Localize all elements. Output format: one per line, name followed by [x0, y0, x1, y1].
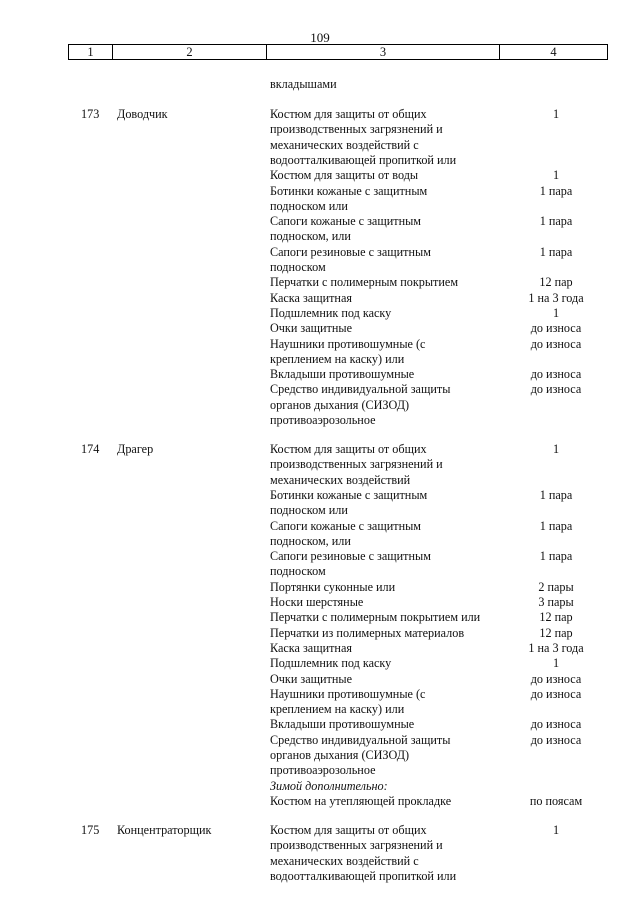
item-description: Ботинки кожаные с защитным	[270, 184, 428, 198]
item-description: Очки защитные	[270, 321, 352, 335]
entry-number: 175	[81, 823, 100, 837]
item-quantity: 1 пара	[539, 488, 573, 502]
item-description: Костюм на утепляющей прокладке	[270, 794, 452, 808]
item-description: Наушники противошумные (с	[270, 337, 426, 351]
item-description: Каска защитная	[270, 641, 352, 655]
item-description: Костюм для защиты от общих	[270, 107, 427, 121]
continuation-line: вкладышами	[270, 77, 337, 91]
item-description: Костюм для защиты от общих	[270, 442, 427, 456]
page-number: 109	[310, 30, 330, 45]
item-description: Средство индивидуальной защиты	[270, 382, 451, 396]
entry-profession-name: Доводчик	[117, 107, 168, 121]
item-description: подноском, или	[270, 534, 351, 548]
item-description: Зимой дополнительно:	[270, 779, 388, 793]
item-description: Каска защитная	[270, 291, 352, 305]
item-quantity: 1	[552, 107, 560, 121]
item-quantity: 1	[552, 306, 560, 320]
item-quantity: 1	[552, 168, 560, 182]
item-description: Средство индивидуальной защиты	[270, 733, 451, 747]
column-header-3: 3	[267, 45, 500, 60]
item-quantity: 1 пара	[539, 519, 573, 533]
entry-profession-name: Концентраторщик	[117, 823, 212, 837]
item-description: Наушники противошумные (с	[270, 687, 426, 701]
item-description: Подшлемник под каску	[270, 656, 392, 670]
item-quantity: до износа	[530, 717, 582, 731]
column-header-row	[69, 45, 608, 60]
item-quantity: 1	[552, 823, 560, 837]
item-description: Сапоги кожаные с защитным	[270, 519, 421, 533]
column-header-table	[68, 44, 608, 60]
item-quantity: 12 пар	[539, 626, 573, 640]
item-description: Сапоги резиновые с защитным	[270, 549, 431, 563]
item-description: механических воздействий	[270, 473, 411, 487]
item-quantity: 1 пара	[539, 184, 573, 198]
item-quantity: 1 на 3 года	[528, 641, 584, 655]
item-description: производственных загрязнений и	[270, 457, 443, 471]
item-quantity: 1 пара	[539, 549, 573, 563]
item-quantity: до износа	[530, 733, 582, 747]
item-description: Носки шерстяные	[270, 595, 364, 609]
item-description: Перчатки из полимерных материалов	[270, 626, 465, 640]
item-description: водоотталкивающей пропиткой или	[270, 153, 457, 167]
item-description: противоаэрозольное	[270, 763, 376, 777]
item-description: Очки защитные	[270, 672, 352, 686]
item-description: креплением на каску) или	[270, 352, 405, 366]
item-description: Сапоги резиновые с защитным	[270, 245, 431, 259]
item-quantity: до износа	[530, 672, 582, 686]
column-header-4: 4	[500, 45, 608, 60]
item-quantity: 3 пары	[538, 595, 574, 609]
item-quantity: до износа	[530, 321, 582, 335]
item-quantity: 1 на 3 года	[528, 291, 584, 305]
item-description: Перчатки с полимерным покрытием или	[270, 610, 481, 624]
entry-profession-name: Драгер	[117, 442, 154, 456]
item-description: органов дыхания (СИЗОД)	[270, 748, 410, 762]
item-quantity: до износа	[530, 337, 582, 351]
item-description: Подшлемник под каску	[270, 306, 392, 320]
item-quantity: 1 пара	[539, 214, 573, 228]
item-description: механических воздействий с	[270, 138, 419, 152]
item-description: производственных загрязнений и	[270, 122, 443, 136]
item-description: Сапоги кожаные с защитным	[270, 214, 421, 228]
item-description: Портянки суконные или	[270, 580, 396, 594]
item-quantity: 12 пар	[539, 610, 573, 624]
item-description: креплением на каску) или	[270, 702, 405, 716]
item-description: Перчатки с полимерным покрытием	[270, 275, 459, 289]
item-description: подноском, или	[270, 229, 351, 243]
item-quantity: по поясам	[529, 794, 583, 808]
item-description: подноском	[270, 564, 326, 578]
item-description: водоотталкивающей пропиткой или	[270, 869, 457, 883]
item-quantity: 2 пары	[538, 580, 574, 594]
item-quantity: до износа	[530, 382, 582, 396]
item-quantity: 1 пара	[539, 245, 573, 259]
entry-number: 174	[81, 442, 100, 456]
item-description: подноском или	[270, 199, 348, 213]
item-description: противоаэрозольное	[270, 413, 376, 427]
item-description: производственных загрязнений и	[270, 838, 443, 852]
item-quantity: 12 пар	[539, 275, 573, 289]
item-description: Вкладыши противошумные	[270, 367, 415, 381]
item-description: органов дыхания (СИЗОД)	[270, 398, 410, 412]
item-quantity: до износа	[530, 367, 582, 381]
entry-number: 173	[81, 107, 100, 121]
item-description: механических воздействий с	[270, 854, 419, 868]
item-description: Костюм для защиты от воды	[270, 168, 419, 182]
column-header-2: 2	[113, 45, 267, 60]
item-description: подноском или	[270, 503, 348, 517]
item-quantity: 1	[552, 656, 560, 670]
item-description: Ботинки кожаные с защитным	[270, 488, 428, 502]
column-header-1: 1	[69, 45, 113, 60]
item-quantity: до износа	[530, 687, 582, 701]
item-description: Вкладыши противошумные	[270, 717, 415, 731]
item-quantity: 1	[552, 442, 560, 456]
item-description: подноском	[270, 260, 326, 274]
item-description: Костюм для защиты от общих	[270, 823, 427, 837]
